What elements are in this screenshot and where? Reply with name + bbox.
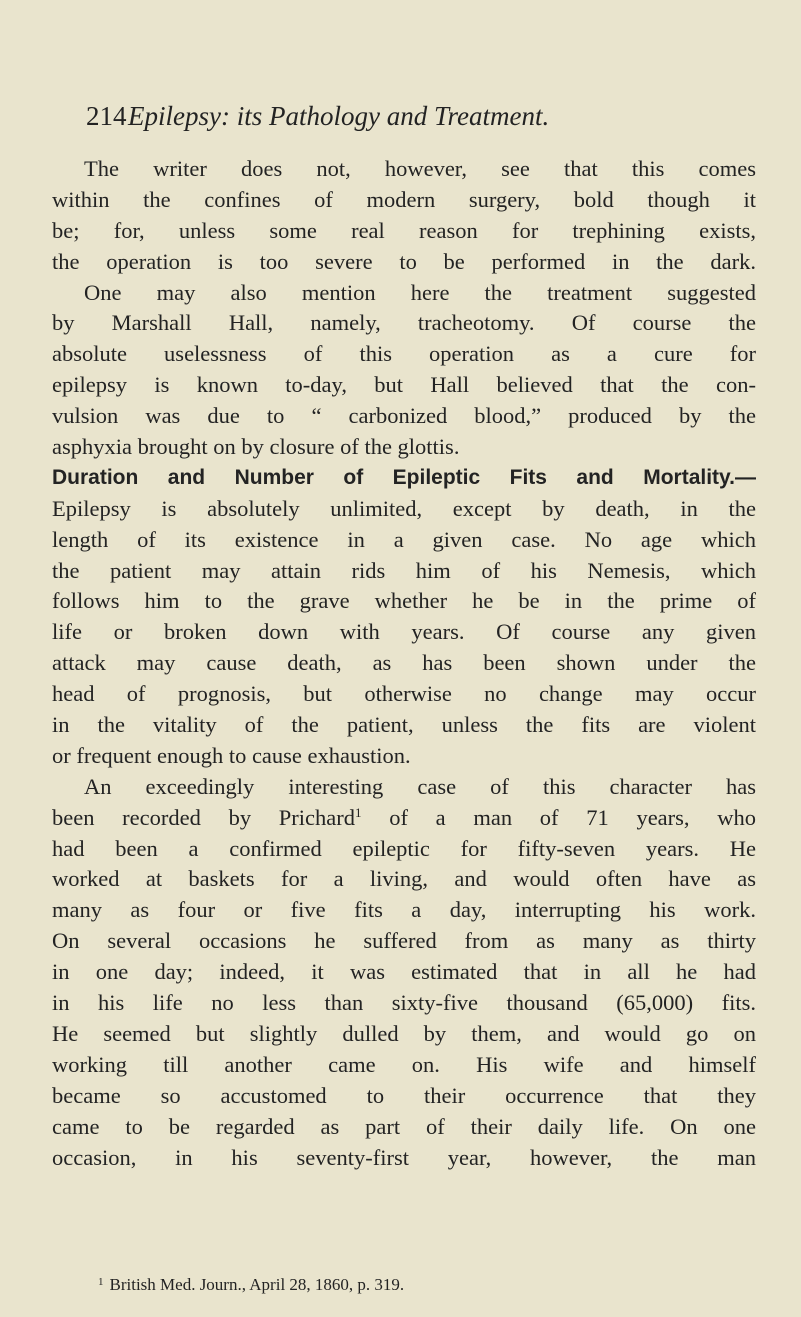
text-fragment: of a man of 71 years, who <box>361 804 756 830</box>
footnote-mark: 1 <box>98 1276 104 1288</box>
text-line: or frequent enough to cause exhaustion. <box>52 742 411 768</box>
text-line: vulsion was due to “ carbonized blood,” produced by the <box>52 403 756 429</box>
running-title: Epilepsy: its Pathology and Treatment. <box>128 101 550 131</box>
text-fragment: been recorded by Prichard <box>52 804 356 830</box>
text-line: many as four or five fits a day, interrupting his work. <box>52 897 756 923</box>
text-line: Epilepsy is absolutely unlimited, except by death, in the <box>52 495 756 521</box>
text-line: the operation is too severe to be performed in the dark. <box>52 248 756 274</box>
text-line: head of prognosis, but otherwise no change may occur <box>52 681 756 707</box>
text-line: working till another came on. His wife and himself <box>52 1051 756 1077</box>
text-line: be; for, unless some real reason for trephining exists, <box>52 217 756 243</box>
text-line: asphyxia brought on by closure of the glottis. <box>52 434 460 460</box>
text-line: epilepsy is known to-day, but Hall believed that the con- <box>52 372 756 398</box>
text-line: within the confines of modern surgery, bold though it <box>52 186 756 212</box>
text-line: by Marshall Hall, namely, tracheotomy. Of course the <box>52 310 756 336</box>
page-header <box>86 100 550 132</box>
text-line: He seemed but slightly dulled by them, and would go on <box>52 1020 756 1046</box>
text-line: attack may cause death, as has been shown under the <box>52 650 756 676</box>
text-line: follows him to the grave whether he be in the prime of <box>52 588 756 614</box>
text-line: occasion, in his seventy-first year, however, the man <box>52 1144 756 1170</box>
text-line: in the vitality of the patient, unless the fits are violent <box>52 712 756 738</box>
text-line: An exceedingly interesting case of this character has <box>84 773 756 799</box>
footnote-reference: 1 <box>355 804 362 820</box>
text-line-with-footnote <box>52 803 756 834</box>
text-line: The writer does not, however, see that this comes <box>84 156 756 181</box>
section-heading: Duration and Number of Epileptic Fits and Mortality.— <box>52 465 756 489</box>
body-text <box>52 154 756 1173</box>
text-line: On several occasions he suffered from as many as thirty <box>52 928 756 954</box>
text-line: absolute uselessness of this operation as a cure for <box>52 341 756 367</box>
page-number: 214 <box>86 101 127 131</box>
text-line: the patient may attain rids him of his Nemesis, which <box>52 557 756 583</box>
text-line: worked at baskets for a living, and would often have as <box>52 866 756 892</box>
text-line: length of its existence in a given case. No age which <box>52 526 756 552</box>
text-line: had been a confirmed epileptic for fifty-seven years. He <box>52 835 756 861</box>
text-line: became so accustomed to their occurrence that they <box>52 1082 756 1108</box>
text-line: in one day; indeed, it was estimated that in all he had <box>52 959 756 985</box>
footnote-text: British Med. Journ., April 28, 1860, p. 319. <box>109 1275 405 1294</box>
footnote <box>98 1271 404 1296</box>
text-line: life or broken down with years. Of course any given <box>52 619 756 645</box>
text-line: One may also mention here the treatment suggested <box>84 279 756 305</box>
text-line: came to be regarded as part of their daily life. On one <box>52 1113 756 1139</box>
text-line: in his life no less than sixty-five thousand (65,000) fits. <box>52 990 756 1016</box>
